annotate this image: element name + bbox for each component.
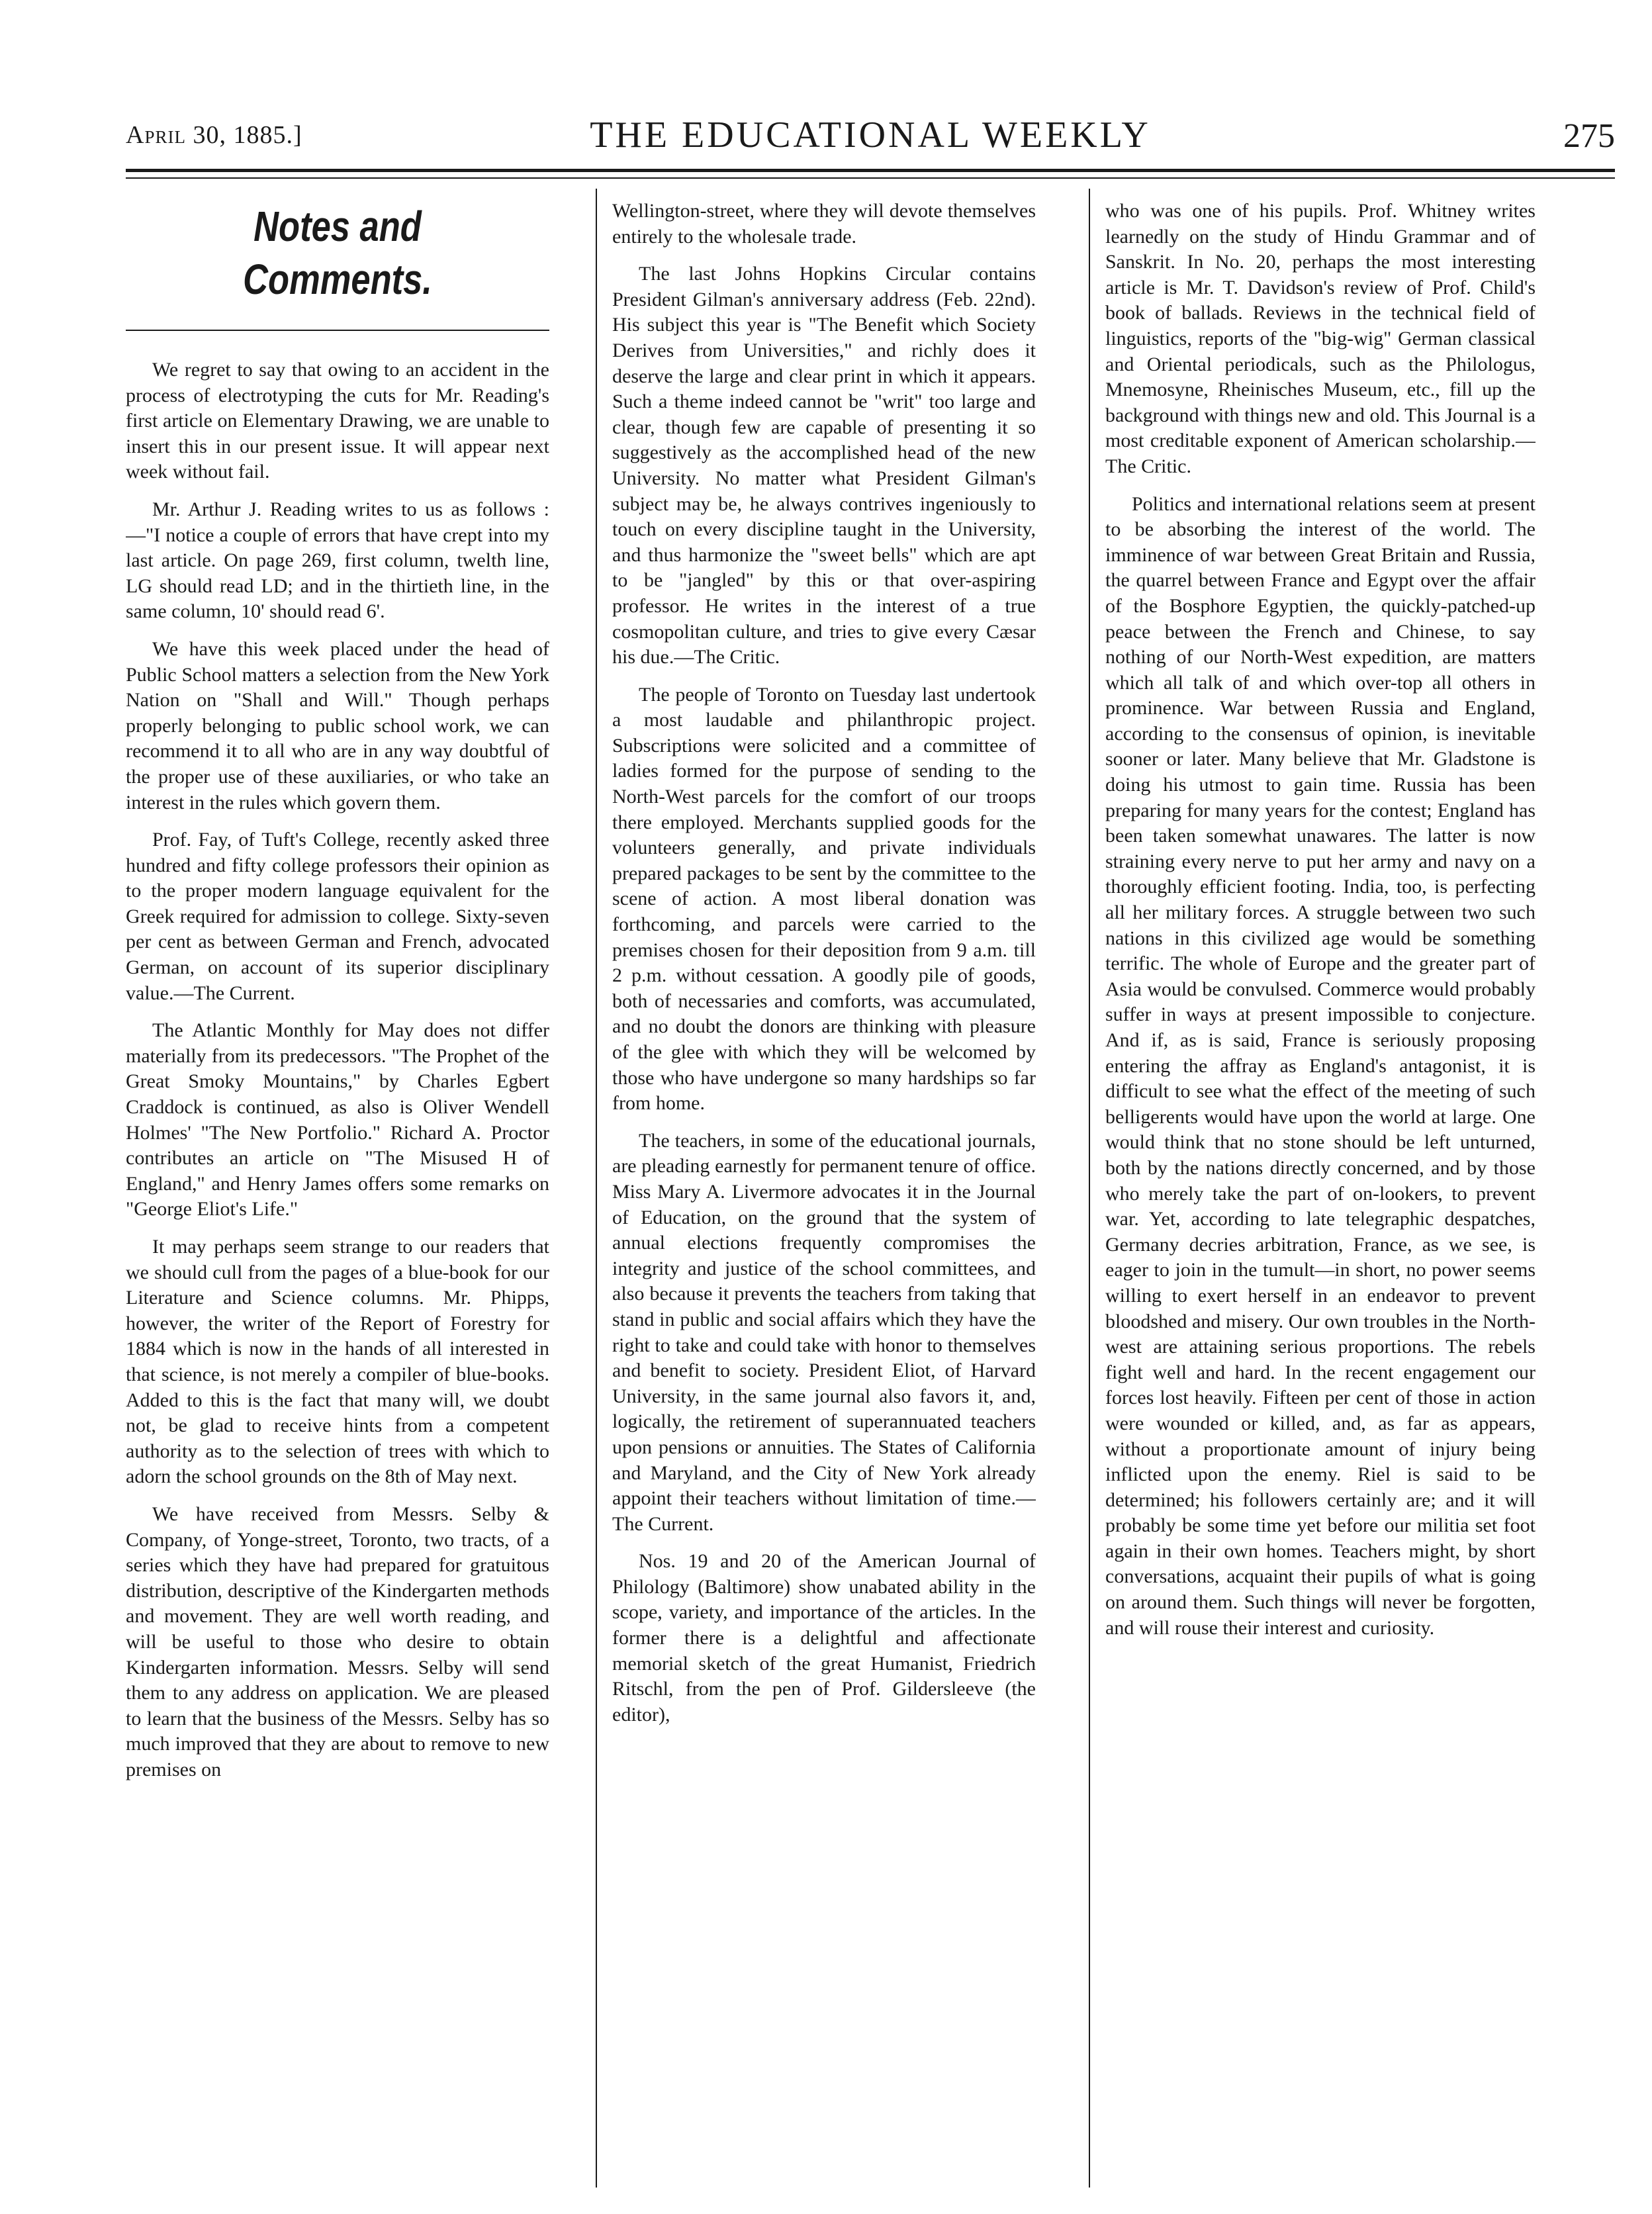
paragraph: Politics and international relations seem at present to be absorbing the interest of the world. The imminence of war between Great Britain and Russia, the quarrel between France and Egypt over the affair of the Bosphore Egyptien, the quickly-patched-up peace between the French and Chinese, to say nothing of our North-West expedition, are matters which all talk of and which over-top all others in prominence. War between Russia and England, according to the consensus of opinion, is inevitable sooner or later. Many believe that Mr. Gladstone is doing his utmost to gain time. Russia has been preparing for many years for the contest; England has been taken somewhat unawares. The latter is now straining every nerve to put her army and navy on a thoroughly efficient footing. India, too, is perfecting all her military forces. A struggle between two such nations in this civilized age would be something terrific. The whole of Europe and the greater part of Asia would be convulsed. Commerce would probably suffer in ways at present impossible to conjecture. And if, as is said, France is seriously proposing entering the affray as England's antagonist, it is difficult to see what the effect of the meeting of such belligerents would have upon the world at large. One would think that no stone should be left unturned, both by the nations directly concerned, and by those who merely take the part of on-lookers, to prevent war. Yet, according to late telegraphic despatches, Germany decries arbitration, France, as we see, is eager to join in the tumult—in short, no power seems willing to exert herself in an endeavor to prevent bloodshed and misery. Our own troubles in the North-west are attaining serious proportions. The rebels fight well and hard. In the recent engagement our forces lost heavily. Fifteen per cent of those in action were wounded or killed, and, as far as appears, without a proportionate amount of injury being inflicted upon the enemy. Riel is said to be determined; his followers certainly are; and it will probably be some time yet before our militia set foot again in their own homes. Teachers might, by short conversations, acquaint their pupils of what is going on around them. Such things will never be forgotten, and will rouse their interest and curiosity. <box>1105 492 1536 1639</box>
section-title-rule <box>126 330 549 331</box>
paragraph: The last Johns Hopkins Circular contains President Gilman's anniversary address (Feb. 22nd). His subject this year is "The Benefit which Society Derives from Universities," and richly does it deserve the large and clear print in which it appears. Such a theme indeed cannot be "writ" too large and clear, though few are capable of presenting it so suggestively as the accomplished head of the new University. No matter what President Gilman's subject may be, he always contrives ingeniously to touch on every discipline taught in the University, and thus harmonize the "sweet bells" which are apt to be "jangled" by this or that over-aspiring professor. He writes in the interest of a true cosmopolitan culture, and tries to give every Cæsar his due.—The Critic. <box>612 263 1036 669</box>
issue-date: April 30, 1885.] <box>126 121 302 149</box>
paragraph: It may perhaps seem strange to our readers that we should cull from the pages of a blue-book for our Literature and Science columns. Mr. Phipps, however, the writer of the Report of Forestry for 1884 which is now in the hands of all interested in that science, is not merely a compiler of blue-books. Added to this is the fact that many will, we doubt not, be glad to receive hints from a competent authority as to the selection of trees with which to adorn the school grounds on the 8th of May next. <box>126 1236 549 1488</box>
journal-title: THE EDUCATIONAL WEEKLY <box>590 115 1151 156</box>
column-1 <box>126 199 549 2184</box>
column-divider <box>1089 189 1090 2188</box>
paragraph: The Atlantic Monthly for May does not differ materially from its predecessors. "The Prophet of the Great Smoky Mountains," by Charles Egbert Craddock is continued, as also is Oliver Wendell Holmes' "The New Portfolio." Richard A. Proctor contributes an article on "The Misused H of England," and Henry James offers some remarks on "George Eliot's Life." <box>126 1019 549 1221</box>
paragraph: We regret to say that owing to an accident in the process of electrotyping the cuts for Mr. Reading's first article on Elementary Drawing, we are unable to insert this in our present issue. It will appear next week without fail. <box>126 359 549 483</box>
page-number: 275 <box>1563 117 1615 155</box>
running-header <box>126 114 1615 167</box>
column-2 <box>612 199 1036 2184</box>
paragraph: Mr. Arthur J. Reading writes to us as follows :—"I notice a couple of errors that have crept into my last article. On page 269, first column, twelth line, LG should read LD; and in the thirtieth line, in the same column, 10' should read 6'. <box>126 498 549 623</box>
paragraph: Wellington-street, where they will devote themselves entirely to the wholesale trade. <box>612 200 1036 248</box>
header-rule-thin <box>126 177 1615 179</box>
paragraph: The teachers, in some of the educational journals, are pleading earnestly for permanent tenure of office. Miss Mary A. Livermore advocates it in the Journal of Education, on the ground that the system of annual elections frequently compromises the integrity and justice of the school committees, and also because it prevents the teachers from taking that stand in public and social affairs which they have the right to take and could take with honor to themselves and benefit to society. President Eliot, of Harvard University, in the same journal also favors it, and, logically, the retirement of superannuated teachers upon pensions or annuities. The States of California and Maryland, and the City of New York already appoint their teachers without limitation of time.—The Current. <box>612 1129 1036 1535</box>
column-divider <box>596 189 597 2188</box>
section-title: Notes and Comments. <box>243 203 432 303</box>
column-3 <box>1105 199 1536 2184</box>
paragraph: The people of Toronto on Tuesday last undertook a most laudable and philanthropic project. Subscriptions were solicited and a committee of ladies formed for the purpose of sending to the North-West parcels for the comfort of our troops there employed. Merchants supplied goods for the volunteers generally, and private individuals prepared packages to be sent by the committee to the scene of action. A most liberal donation was forthcoming, and parcels were carried to the premises chosen for their deposition from 9 a.m. till 2 p.m. without cessation. A goodly pile of goods, both of necessaries and comforts, was accumulated, and no doubt the donors are thinking with pleasure of the glee with which they will be welcomed by those who have undergone so many hardships so far from home. <box>612 683 1036 1115</box>
paragraph: Prof. Fay, of Tuft's College, recently asked three hundred and fifty college professors their opinion as to the proper modern language equivalent for the Greek required for admission to college. Sixty-seven per cent as between German and French, advocated German, on account of its superior disciplinary value.—The Current. <box>126 829 549 1004</box>
paragraph: who was one of his pupils. Prof. Whitney writes learnedly on the study of Hindu Grammar and of Sanskrit. In No. 20, perhaps the most interesting article is Mr. T. Davidson's review of Prof. Child's book of ballads. Reviews in the technical field of linguistics, reports of the "big-wig" German classical and Oriental periodicals, such as the Philologus, Mnemosyne, Rheinisches Museum, etc., fill up the background with things new and old. This Journal is a most creditable exponent of American scholarship.—The Critic. <box>1105 200 1536 477</box>
paragraph: We have received from Messrs. Selby & Company, of Yonge-street, Toronto, two tracts, of a series which they have had prepared for gratuitous distribution, descriptive of the Kindergarten methods and movement. They are well worth reading, and will be useful to those who desire to obtain Kindergarten information. Messrs. Selby will send them to any address on application. We are pleased to learn that the business of the Messrs. Selby has so much improved that they are about to remove to new premises on <box>126 1502 549 1780</box>
paragraph: We have this week placed under the head of Public School matters a selection from the New York Nation on "Shall and Will." Though perhaps properly belonging to public school work, we can recommend it to all who are in any way doubtful of the proper use of these auxiliaries, or who take an interest in the rules which govern them. <box>126 637 549 813</box>
paragraph: Nos. 19 and 20 of the American Journal of Philology (Baltimore) show unabated ability in the scope, variety, and importance of the articles. In the former there is a delightful and affectionate memorial sketch of the great Humanist, Friedrich Ritschl, from the pen of Prof. Gildersleeve (the editor), <box>612 1550 1036 1726</box>
header-rule-thick <box>126 169 1615 172</box>
